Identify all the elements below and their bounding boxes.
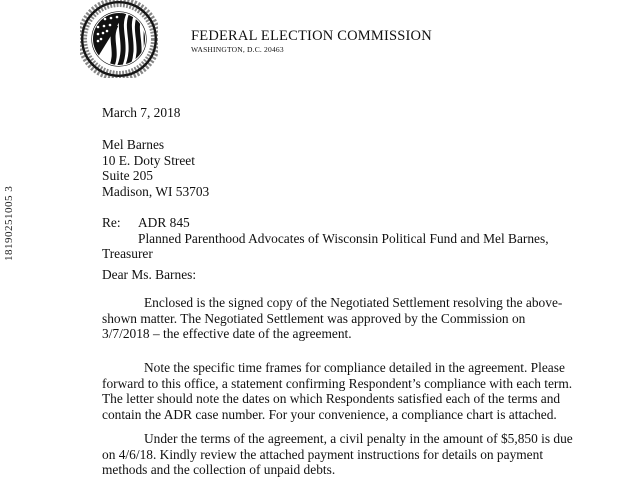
paragraph-1	[102, 295, 627, 342]
case-number: ADR 845	[138, 215, 190, 230]
recipient-city: Madison, WI 53703	[102, 184, 210, 200]
subject-line-2: Treasurer	[102, 246, 153, 262]
paragraph-line: Note the specific time frames for compliance detailed in the agreement. Please	[144, 360, 565, 375]
document-number: 18190251005 3	[3, 186, 15, 262]
paragraph-line: Under the terms of the agreement, a civil penalty in the amount of $5,850 is due	[144, 431, 573, 446]
paragraph-3	[102, 431, 627, 478]
paragraph-line: The letter should note the dates on which Respondents satisfied each of the terms and	[102, 391, 561, 407]
agency-name: FEDERAL ELECTION COMMISSION	[191, 28, 432, 44]
paragraph-line: methods and the collection of unpaid debts.	[102, 462, 336, 478]
letter-date: March 7, 2018	[102, 105, 181, 120]
paragraph-2	[102, 360, 627, 423]
paragraph-line: 3/7/2018 – the effective date of the agreement.	[102, 326, 352, 342]
paragraph-line: shown matter. The Negotiated Settlement was approved by the Commission on	[102, 310, 526, 326]
paragraph-line: forward to this office, a statement confirming Respondent’s compliance with each term.	[102, 375, 573, 391]
paragraph-line: contain the ADR case number. For your convenience, a compliance chart is attached.	[102, 407, 557, 423]
recipient-suite: Suite 205	[102, 168, 153, 184]
recipient-street: 10 E. Doty Street	[102, 152, 195, 168]
recipient-address	[102, 137, 209, 200]
letterhead	[191, 29, 432, 54]
salutation: Dear Ms. Barnes:	[102, 267, 197, 282]
subject-block	[102, 215, 622, 262]
paragraph-line: Enclosed is the signed copy of the Negotiated Settlement resolving the above-	[144, 295, 563, 310]
agency-address: WASHINGTON, D.C. 20463	[191, 45, 284, 54]
paragraph-line: on 4/6/18. Kindly review the attached payment instructions for details on payment	[102, 446, 544, 462]
subject-line-1: Planned Parenthood Advocates of Wisconsin Political Fund and Mel Barnes,	[138, 230, 549, 246]
recipient-name: Mel Barnes	[102, 137, 165, 152]
fec-seal-icon	[80, 0, 158, 78]
re-label: Re:	[102, 215, 121, 230]
